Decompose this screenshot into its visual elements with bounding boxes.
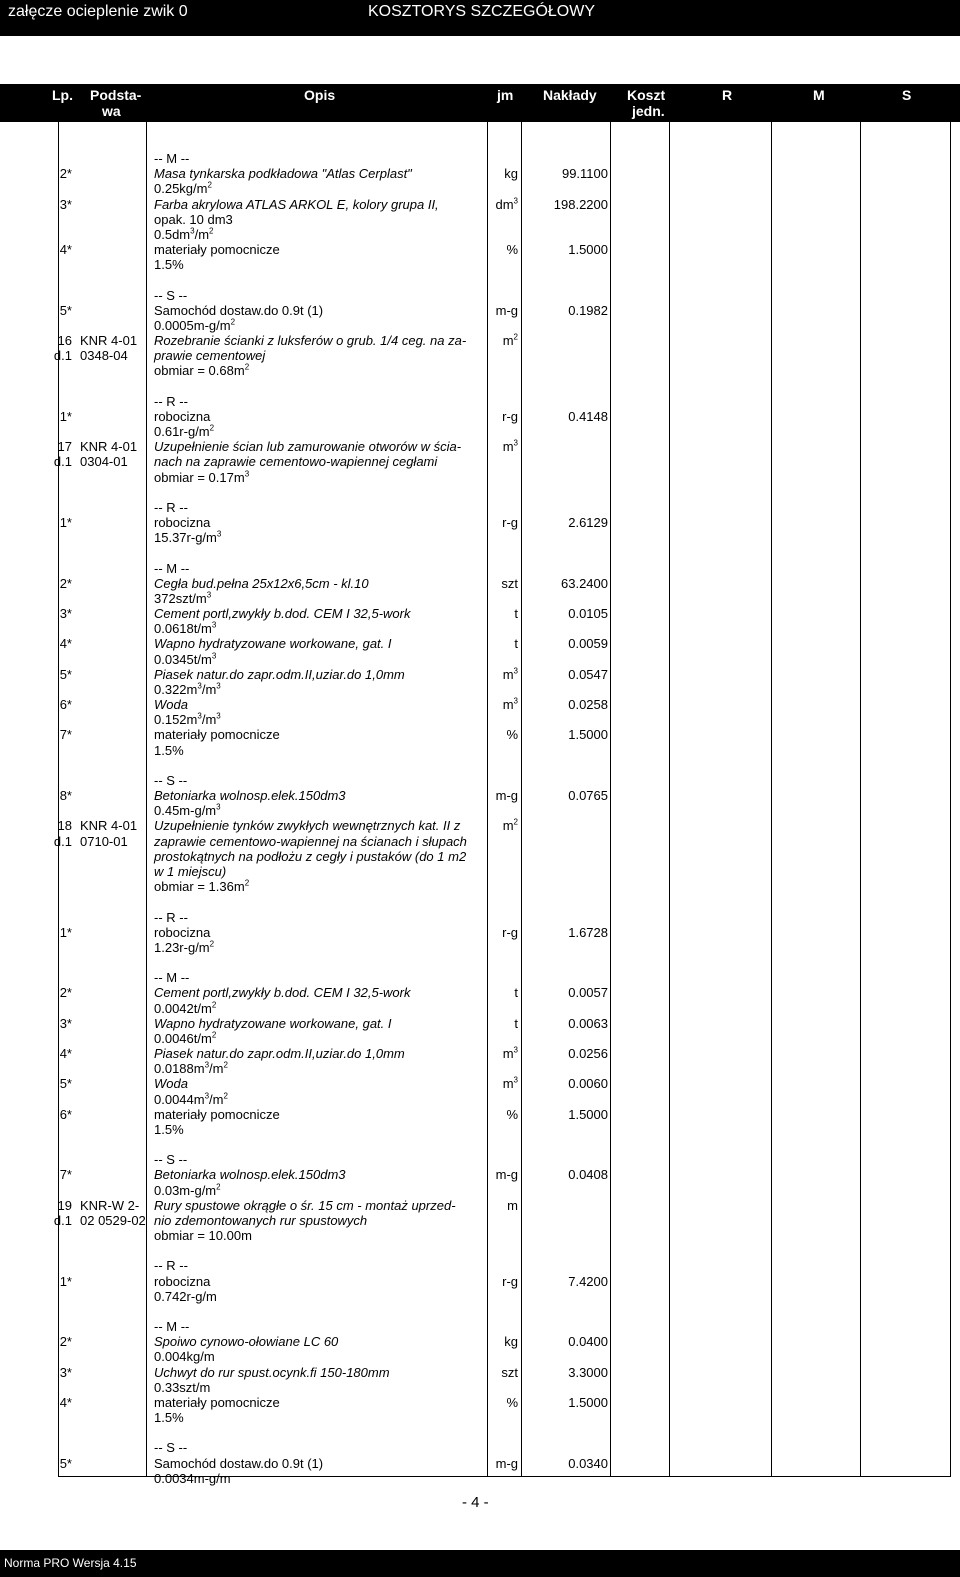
row-lp: 2* xyxy=(59,1334,72,1350)
table-row xyxy=(0,1137,960,1152)
table-row xyxy=(0,849,960,864)
row-lp: d.1 xyxy=(53,833,72,849)
row-naklady: 0.0258 xyxy=(568,697,608,713)
table-row xyxy=(0,985,960,1000)
row-opis: $0.0345t/m^3$ xyxy=(154,651,217,667)
row-jm: % xyxy=(506,1394,518,1410)
table-row xyxy=(0,712,960,727)
row-naklady: 0.0256 xyxy=(568,1046,608,1062)
row-opis: 1.5% xyxy=(154,742,184,758)
row-lp: 17 xyxy=(57,439,72,455)
row-jm: t xyxy=(514,985,518,1001)
row-opis: -- S -- xyxy=(154,287,188,303)
table-row xyxy=(0,333,960,348)
table-row xyxy=(0,1334,960,1349)
row-naklady: 1.6728 xyxy=(568,924,608,940)
document-title: KOSZTORYS SZCZEGÓŁOWY xyxy=(368,3,595,20)
row-lp: 1* xyxy=(59,924,72,940)
table-row xyxy=(0,288,960,303)
row-jm: szt xyxy=(501,1364,518,1380)
table-row xyxy=(0,1167,960,1182)
row-jm: $m^3$ xyxy=(502,696,518,713)
table-row xyxy=(0,515,960,530)
table-row xyxy=(0,1183,960,1198)
row-lp: 2* xyxy=(59,575,72,591)
table-row xyxy=(0,727,960,742)
table-row xyxy=(0,955,960,970)
table-row xyxy=(0,652,960,667)
row-opis: $0.0188m^3/m^2$ xyxy=(154,1060,228,1077)
col-jm: jm xyxy=(497,87,514,103)
table-row xyxy=(0,197,960,212)
row-naklady: 198.2200 xyxy=(553,196,608,212)
row-jm: % xyxy=(506,242,518,258)
row-opis: -- S -- xyxy=(154,1152,188,1168)
row-lp: 3* xyxy=(59,1015,72,1031)
row-naklady: 0.0547 xyxy=(568,666,608,682)
table-row xyxy=(0,212,960,227)
row-opis: Cegła bud.pełna 25x12x6,5cm - kl.10 xyxy=(154,575,369,591)
row-opis: obmiar = $1.36m^2$ xyxy=(154,878,250,895)
table-row xyxy=(0,667,960,682)
row-opis: 0.742r-g/m xyxy=(154,1288,217,1304)
row-opis: Uzupełnienie ścian lub zamurowanie otworów w ścia- xyxy=(154,439,462,455)
row-naklady: 1.5000 xyxy=(568,242,608,258)
row-podstawa: KNR 4-01 xyxy=(80,439,138,455)
row-opis: Samochód dostaw.do 0.9t (1) xyxy=(154,1455,324,1471)
table-row xyxy=(0,636,960,651)
row-lp: 4* xyxy=(59,1046,72,1062)
table-row xyxy=(0,439,960,454)
table-row xyxy=(0,379,960,394)
row-opis: Cement portl,zwykły b.dod. CEM I 32,5-work xyxy=(154,985,411,1001)
table-row xyxy=(0,879,960,894)
row-opis: -- R -- xyxy=(154,499,188,515)
table-row xyxy=(0,348,960,363)
col-koszt-2: jedn. xyxy=(632,103,665,119)
row-naklady: 99.1100 xyxy=(561,166,608,182)
table-row xyxy=(0,894,960,909)
row-naklady: 1.5000 xyxy=(568,727,608,743)
row-opis: robocizna xyxy=(154,1273,211,1289)
row-opis: $0.5dm^3/m^2$ xyxy=(154,226,214,242)
row-opis: Piasek natur.do zapr.odm.II,uziar.do 1,0mm xyxy=(154,1046,405,1062)
table-row xyxy=(0,1243,960,1258)
row-podstawa: KNR-W 2- xyxy=(80,1197,140,1213)
row-jm: t xyxy=(514,1015,518,1031)
footer-bar xyxy=(0,1550,960,1577)
row-naklady: 1.5000 xyxy=(568,1394,608,1410)
row-opis: Piasek natur.do zapr.odm.II,uziar.do 1,0mm xyxy=(154,666,405,682)
row-lp: 5* xyxy=(59,1076,72,1092)
row-opis: Wapno hydratyzowane workowane, gat. I xyxy=(154,1015,392,1031)
row-lp: d.1 xyxy=(53,454,72,470)
row-naklady: 0.0057 xyxy=(568,985,608,1001)
table-row xyxy=(0,1440,960,1455)
row-jm: $m^2$ xyxy=(502,332,518,349)
row-opis: prawie cementowej xyxy=(154,348,266,364)
col-lp: Lp. xyxy=(52,87,73,103)
row-jm: $m^3$ xyxy=(502,1045,518,1062)
row-lp: 5* xyxy=(59,1455,72,1471)
row-opis: $0.0005m-g/m^2$ xyxy=(154,317,236,333)
table-row xyxy=(0,1349,960,1364)
table-row xyxy=(0,181,960,196)
row-opis: -- R -- xyxy=(154,1258,188,1274)
row-opis: Rozebranie ścianki z luksferów o grub. 1/4 ceg. na za- xyxy=(154,333,467,349)
row-opis: obmiar = 10.00m xyxy=(154,1228,252,1244)
row-jm: % xyxy=(506,727,518,743)
row-opis: nach na zaprawie cementowo-wapiennej cegłami xyxy=(154,454,438,470)
table-row xyxy=(0,1107,960,1122)
row-lp: 3* xyxy=(59,196,72,212)
table-row xyxy=(0,1198,960,1213)
table-row xyxy=(0,743,960,758)
row-opis: $1.23r-g/m^2$ xyxy=(154,939,215,955)
row-jm: m-g xyxy=(495,1455,518,1471)
row-opis: nio zdemontowanych rur spustowych xyxy=(154,1212,368,1228)
row-opis: Uchwyt do rur spust.ocynk.fi 150-180mm xyxy=(154,1364,390,1380)
row-opis: Spoiwo cynowo-ołowiane LC 60 xyxy=(154,1334,339,1350)
table-row xyxy=(0,470,960,485)
row-lp: 2* xyxy=(59,985,72,1001)
table-row xyxy=(0,818,960,833)
row-lp: 4* xyxy=(59,1394,72,1410)
table-row xyxy=(0,1258,960,1273)
row-opis: materiały pomocnicze xyxy=(154,1394,280,1410)
row-opis: Farba akrylowa ATLAS ARKOL E, kolory grupa II, xyxy=(154,196,439,212)
table-row xyxy=(0,940,960,955)
table-row xyxy=(0,576,960,591)
row-lp: d.1 xyxy=(53,348,72,364)
row-opis: $0.0046t/m^2$ xyxy=(154,1030,217,1046)
row-opis: 0.0034m-g/m xyxy=(154,1470,231,1486)
table-row xyxy=(0,773,960,788)
row-lp: 7* xyxy=(59,727,72,743)
row-lp: 5* xyxy=(59,302,72,318)
row-naklady: 0.0408 xyxy=(568,1167,608,1183)
row-jm: $dm^3$ xyxy=(495,196,518,212)
table-row xyxy=(0,1031,960,1046)
col-podstawa-1: Podsta- xyxy=(90,87,142,103)
page-number: - 4 - xyxy=(462,1494,489,1511)
row-podstawa: 02 0529-02 xyxy=(80,1212,146,1228)
row-opis: -- M -- xyxy=(154,1319,190,1335)
row-jm: $m^3$ xyxy=(502,666,518,682)
table-row xyxy=(0,151,960,166)
row-opis: 1.5% xyxy=(154,257,184,273)
row-opis: $0.0042t/m^2$ xyxy=(154,1000,217,1016)
table-row xyxy=(0,1122,960,1137)
table-row xyxy=(0,834,960,849)
table-row xyxy=(0,1289,960,1304)
table-row xyxy=(0,1092,960,1107)
table-row xyxy=(0,318,960,333)
table-row xyxy=(0,303,960,318)
row-lp: 2* xyxy=(59,166,72,182)
row-opis: 1.5% xyxy=(154,1410,184,1426)
row-jm: t xyxy=(514,636,518,652)
document-name: załęcze ocieplenie zwik 0 xyxy=(8,3,188,20)
row-naklady: 0.0340 xyxy=(568,1455,608,1471)
row-opis: $0.61r-g/m^2$ xyxy=(154,423,215,440)
row-naklady: 7.4200 xyxy=(568,1273,608,1289)
table-row xyxy=(0,1395,960,1410)
table-row xyxy=(0,621,960,636)
table-row xyxy=(0,682,960,697)
table-row xyxy=(0,1471,960,1486)
col-s: S xyxy=(902,87,912,103)
row-naklady: 3.3000 xyxy=(568,1364,608,1380)
row-podstawa: 0348-04 xyxy=(80,348,128,364)
table-row xyxy=(0,864,960,879)
table-row xyxy=(0,758,960,773)
table-header xyxy=(0,84,960,122)
table-row xyxy=(0,166,960,181)
row-podstawa: 0304-01 xyxy=(80,454,128,470)
row-jm: $m^3$ xyxy=(502,1076,518,1092)
col-opis: Opis xyxy=(304,87,336,103)
col-r: R xyxy=(722,87,733,103)
row-opis: obmiar = $0.68m^2$ xyxy=(154,363,250,379)
table-row xyxy=(0,1380,960,1395)
table-row xyxy=(0,910,960,925)
row-opis: robocizna xyxy=(154,924,211,940)
row-opis: $0.45m-g/m^3$ xyxy=(154,802,221,819)
col-m: M xyxy=(813,87,825,103)
table-row xyxy=(0,1001,960,1016)
row-podstawa: 0710-01 xyxy=(80,833,128,849)
table-row xyxy=(0,561,960,576)
row-naklady: 0.0105 xyxy=(568,606,608,622)
row-opis: $0.0618t/m^3$ xyxy=(154,620,217,637)
row-opis: zaprawie cementowo-wapiennej na ścianach i słupach xyxy=(154,833,467,849)
table-row xyxy=(0,485,960,500)
row-lp: d.1 xyxy=(53,1212,72,1228)
table-row xyxy=(0,1076,960,1091)
table-row xyxy=(0,409,960,424)
row-jm: r-g xyxy=(502,408,518,424)
row-opis: Samochód dostaw.do 0.9t (1) xyxy=(154,302,324,318)
row-opis: robocizna xyxy=(154,408,211,424)
table-row xyxy=(0,925,960,940)
row-opis: w 1 miejscu) xyxy=(154,863,227,879)
row-opis: Betoniarka wolnosp.elek.150dm3 xyxy=(154,788,346,804)
table-row xyxy=(0,1152,960,1167)
row-opis: -- R -- xyxy=(154,393,188,409)
table-row xyxy=(0,1319,960,1334)
row-opis: 1.5% xyxy=(154,1121,184,1137)
row-lp: 16 xyxy=(57,333,72,349)
table-row xyxy=(0,227,960,242)
row-jm: t xyxy=(514,606,518,622)
table-row xyxy=(0,1213,960,1228)
table-row xyxy=(0,1274,960,1289)
table-row xyxy=(0,788,960,803)
table-row xyxy=(0,970,960,985)
row-opis: $0.0044m^3/m^2$ xyxy=(154,1091,228,1107)
row-opis: Wapno hydratyzowane workowane, gat. I xyxy=(154,636,392,652)
row-naklady: 1.5000 xyxy=(568,1106,608,1122)
table-row xyxy=(0,1410,960,1425)
table-row xyxy=(0,1456,960,1471)
row-opis: $0.03m-g/m^2$ xyxy=(154,1182,221,1198)
row-lp: 8* xyxy=(59,788,72,804)
row-opis: materiały pomocnicze xyxy=(154,242,280,258)
row-lp: 6* xyxy=(59,1106,72,1122)
row-opis: Woda xyxy=(154,1076,188,1092)
row-opis: -- M -- xyxy=(154,151,190,166)
row-opis: -- S -- xyxy=(154,1440,188,1456)
table-row xyxy=(0,591,960,606)
row-naklady: 0.0765 xyxy=(568,788,608,804)
row-lp: 19 xyxy=(57,1197,72,1213)
row-opis: obmiar = $0.17m^3$ xyxy=(154,469,250,485)
row-lp: 4* xyxy=(59,636,72,652)
row-opis: $372szt/m^3$ xyxy=(154,590,212,606)
row-jm: szt xyxy=(501,575,518,591)
row-naklady: 63.2400 xyxy=(561,575,608,591)
row-opis: -- R -- xyxy=(154,909,188,925)
row-jm: $m^3$ xyxy=(502,438,518,455)
row-jm: r-g xyxy=(502,515,518,531)
table-row xyxy=(0,803,960,818)
row-lp: 4* xyxy=(59,242,72,258)
col-naklady: Nakłady xyxy=(543,87,597,103)
table-row xyxy=(0,363,960,378)
row-podstawa: KNR 4-01 xyxy=(80,818,138,834)
table-row xyxy=(0,1304,960,1319)
row-opis: materiały pomocnicze xyxy=(154,1106,280,1122)
table-row xyxy=(0,454,960,469)
row-opis: Woda xyxy=(154,697,188,713)
row-naklady: 0.0063 xyxy=(568,1015,608,1031)
row-opis: 0.004kg/m xyxy=(154,1349,215,1365)
row-opis: materiały pomocnicze xyxy=(154,727,280,743)
table-row xyxy=(0,1046,960,1061)
table-row xyxy=(0,1228,960,1243)
table-row xyxy=(0,530,960,545)
col-koszt-1: Koszt xyxy=(627,87,666,103)
row-naklady: 0.0059 xyxy=(568,636,608,652)
row-opis: $15.37r-g/m^3$ xyxy=(154,529,222,546)
row-opis: Rury spustowe okrągłe o śr. 15 cm - montaż uprzed- xyxy=(154,1197,456,1213)
row-lp: 3* xyxy=(59,1364,72,1380)
row-opis: $0.152m^3/m^3$ xyxy=(154,711,221,728)
table-row xyxy=(0,1016,960,1031)
row-jm: % xyxy=(506,1106,518,1122)
row-lp: 1* xyxy=(59,408,72,424)
row-jm: m xyxy=(507,1197,518,1213)
row-naklady: 0.4148 xyxy=(568,408,608,424)
row-opis: robocizna xyxy=(154,515,211,531)
row-jm: kg xyxy=(504,1334,518,1350)
row-opis: -- M -- xyxy=(154,560,190,576)
row-lp: 18 xyxy=(57,818,72,834)
row-opis: opak. 10 dm3 xyxy=(154,211,233,227)
table-row xyxy=(0,272,960,287)
table-row xyxy=(0,1425,960,1440)
col-podstawa-2: wa xyxy=(102,103,121,119)
table-row xyxy=(0,697,960,712)
table-row xyxy=(0,545,960,560)
row-jm: m-g xyxy=(495,302,518,318)
row-lp: 1* xyxy=(59,1273,72,1289)
table-row xyxy=(0,394,960,409)
row-jm: m-g xyxy=(495,788,518,804)
table-row xyxy=(0,500,960,515)
row-jm: $m^2$ xyxy=(502,818,518,834)
row-jm: r-g xyxy=(502,1273,518,1289)
row-lp: 1* xyxy=(59,515,72,531)
row-opis: Uzupełnienie tynków zwykłych wewnętrznych kat. II z xyxy=(154,818,461,834)
row-opis: Cement portl,zwykły b.dod. CEM I 32,5-work xyxy=(154,606,411,622)
row-opis: $0.322m^3/m^3$ xyxy=(154,681,221,697)
row-lp: 5* xyxy=(59,666,72,682)
table-row xyxy=(0,606,960,621)
row-jm: r-g xyxy=(502,924,518,940)
row-naklady: 0.0400 xyxy=(568,1334,608,1350)
table-row xyxy=(0,1365,960,1380)
row-opis: prostokątnych na podłożu z cegły i pustaków (do 1 m2 xyxy=(154,848,467,864)
row-opis: 0.33szt/m xyxy=(154,1379,211,1395)
row-opis: $0.25kg/m^2$ xyxy=(154,181,212,197)
row-lp: 3* xyxy=(59,606,72,622)
software-version: Norma PRO Wersja 4.15 xyxy=(4,1556,137,1570)
row-naklady: 2.6129 xyxy=(568,515,608,531)
row-lp: 6* xyxy=(59,697,72,713)
document-header-bar xyxy=(0,0,960,36)
row-naklady: 0.1982 xyxy=(568,302,608,318)
table-row xyxy=(0,242,960,257)
row-opis: Masa tynkarska podkładowa "Atlas Cerplast" xyxy=(154,166,412,182)
row-lp: 7* xyxy=(59,1167,72,1183)
row-naklady: 0.0060 xyxy=(568,1076,608,1092)
table-row xyxy=(0,1061,960,1076)
row-opis: -- S -- xyxy=(154,772,188,788)
row-jm: kg xyxy=(504,166,518,182)
table-row xyxy=(0,257,960,272)
row-podstawa: KNR 4-01 xyxy=(80,333,138,349)
row-jm: m-g xyxy=(495,1167,518,1183)
row-opis: Betoniarka wolnosp.elek.150dm3 xyxy=(154,1167,346,1183)
row-opis: -- M -- xyxy=(154,970,190,986)
table-row xyxy=(0,424,960,439)
